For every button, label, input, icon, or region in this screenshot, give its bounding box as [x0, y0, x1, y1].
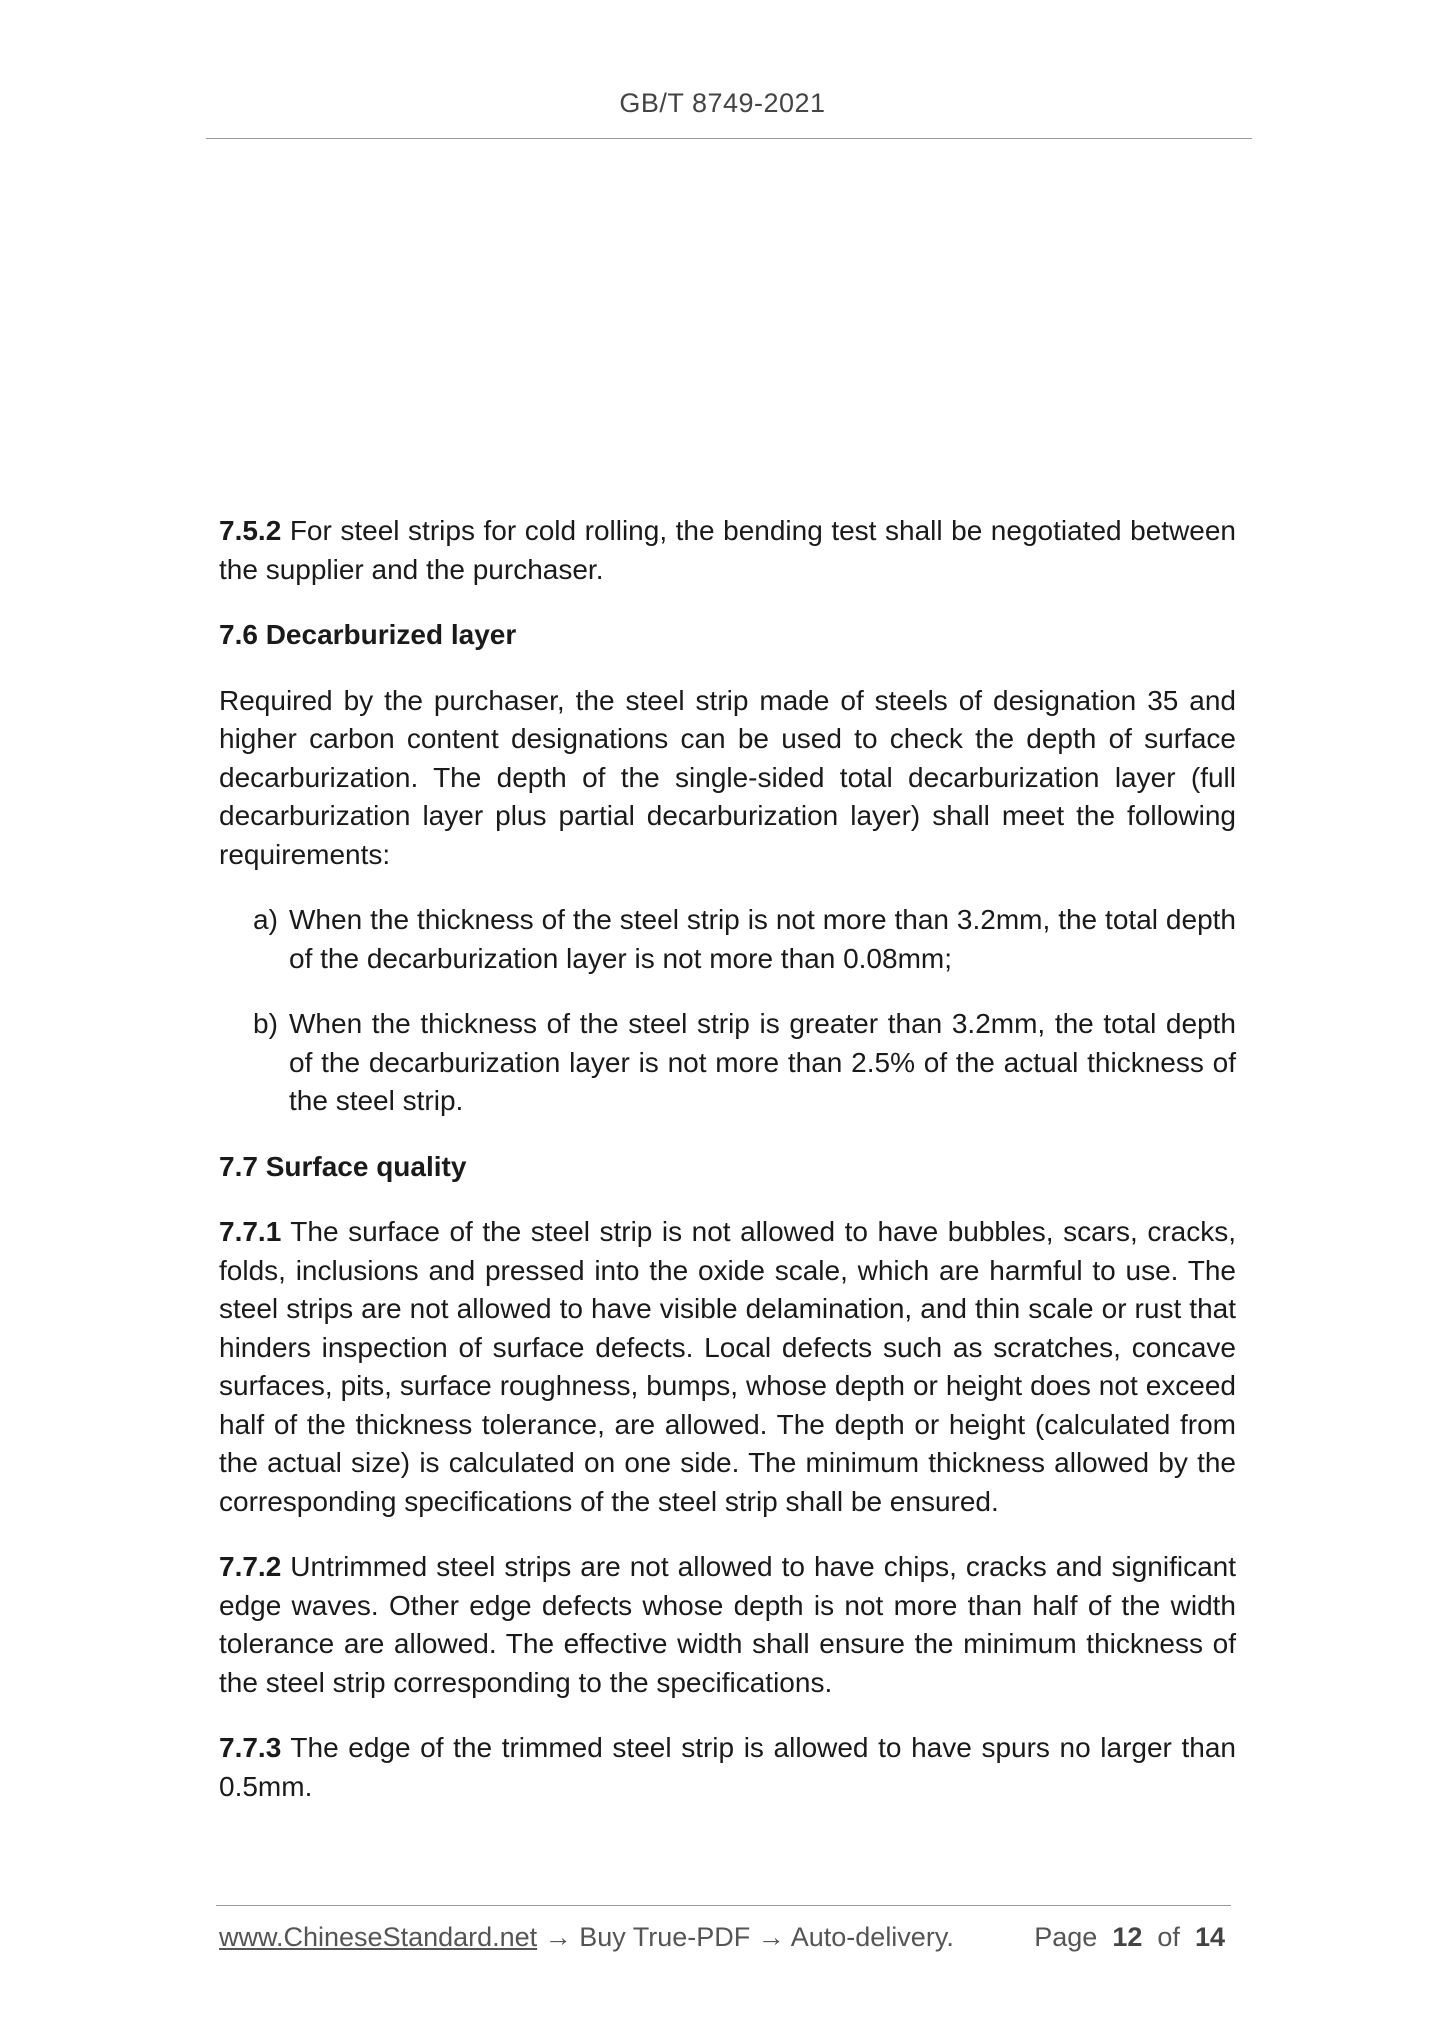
page-header-title: GB/T 8749-2021: [619, 88, 826, 118]
list-item-text: When the thickness of the steel strip is greater than 3.2mm, the total depth of the decarburization layer is not more than 2.5% of the actual thickness of the steel strip.: [289, 1008, 1236, 1116]
clause-number: 7.7.3: [219, 1732, 282, 1763]
section-heading-7-6: 7.6 Decarburized layer: [219, 619, 517, 650]
document-body: [219, 512, 1236, 1806]
clause-number: 7.5.2: [219, 515, 282, 546]
clause-7-5-2: [219, 512, 1236, 589]
footer-promo: [219, 1922, 954, 1953]
clause-7-7-1: [219, 1213, 1236, 1521]
section-heading-7-7: 7.7 Surface quality: [219, 1150, 467, 1182]
page-number: 12: [1112, 1922, 1143, 1952]
clause-7-7-2: [219, 1548, 1236, 1702]
header-divider: [206, 138, 1252, 139]
clause-text: Untrimmed steel strips are not allowed to have chips, cracks and significant edge waves. Other edge defects whose depth is not more than half of the width tolerance are allowed. The effective width shall ensure the minimum thickness of the steel strip corresponding to the specifications.: [219, 1551, 1236, 1698]
of-label: of: [1157, 1922, 1180, 1952]
page-footer: [219, 1922, 1231, 1958]
list-item-text: When the thickness of the steel strip is not more than 3.2mm, the total depth of the decarburization layer is not more than 0.08mm;: [289, 904, 1236, 974]
page-indicator: [1034, 1922, 1225, 1953]
list-item-a: [219, 901, 1236, 978]
footer-divider: [216, 1905, 1231, 1906]
clause-text: The edge of the trimmed steel strip is allowed to have spurs no larger than 0.5mm.: [219, 1732, 1236, 1802]
clause-number: 7.7.2: [219, 1551, 282, 1582]
list-marker: b): [253, 1008, 278, 1039]
list-item-b: [219, 1005, 1236, 1121]
page-label: Page: [1034, 1922, 1098, 1952]
clause-number: 7.7.1: [219, 1216, 282, 1247]
page-total: 14: [1194, 1922, 1225, 1952]
footer-tagline: → Buy True-PDF → Auto-delivery.: [537, 1922, 954, 1952]
website-link[interactable]: www.ChineseStandard.net: [219, 1922, 538, 1952]
clause-text: For steel strips for cold rolling, the bending test shall be negotiated between the supplier and the purchaser.: [219, 515, 1236, 585]
list-marker: a): [253, 904, 278, 935]
clause-7-7-3: [219, 1729, 1236, 1806]
paragraph-7-6: Required by the purchaser, the steel strip made of steels of designation 35 and higher carbon content designations can be used to check the depth of surface decarburization. The depth of the single-sided total decarburization layer (full decarburization layer plus partial decarburization layer) shall meet the following requirements:: [219, 684, 1236, 870]
clause-text: The surface of the steel strip is not allowed to have bubbles, scars, cracks, folds, inclusions and pressed into the oxide scale, which are harmful to use. The steel strips are not allowed to have visible delamination, and thin scale or rust that hinders inspection of surface defects. Local defects such as scratches, concave surfaces, pits, surface roughness, bumps, whose depth or height does not exceed half of the thickness tolerance, are allowed. The depth or height (calculated from the actual size) is calculated on one side. The minimum thickness allowed by the corresponding specifications of the steel strip shall be ensured.: [219, 1216, 1236, 1517]
